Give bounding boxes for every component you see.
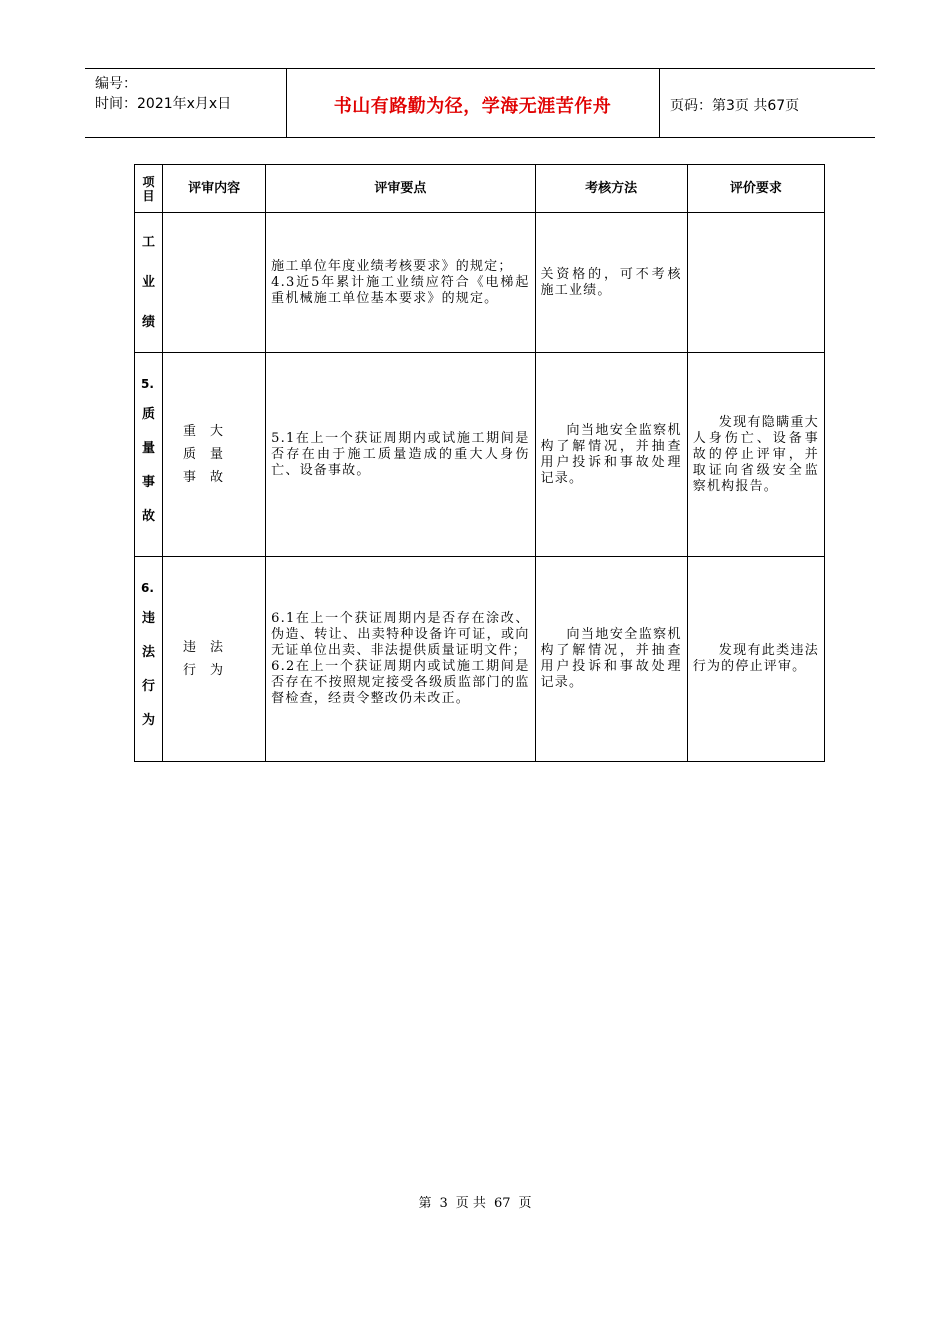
points-cell [266, 213, 535, 353]
table-row [135, 557, 825, 762]
content-line: 违法 [183, 640, 238, 655]
content-line: 质量 [183, 447, 238, 462]
project-number: 5. [141, 376, 154, 391]
table-row [135, 353, 825, 557]
document-time-label: 时间：2021年x月x日 [95, 96, 232, 112]
project-char: 业 [142, 274, 156, 290]
content-line: 行为 [183, 663, 238, 678]
table-row [135, 213, 825, 353]
content-cell [163, 353, 266, 557]
project-char: 法 [142, 645, 156, 660]
document-code-label: 编号： [95, 76, 137, 92]
project-char: 绩 [142, 314, 156, 330]
header-points: 评审要点 [266, 165, 535, 213]
points-cell-paragraph: 6.1在上一个获证周期内是否存在涂改、伪造、转让、出卖特种设备许可证，或向无证单位出卖、非法提供质量证明文件； [271, 611, 530, 658]
header-content: 评审内容 [163, 165, 266, 213]
header-motto-cell [286, 69, 660, 137]
project-char: 质 [142, 406, 156, 422]
header-page-cell [660, 69, 875, 137]
header-project [135, 165, 163, 213]
project-cell [135, 213, 163, 353]
method-cell: 关资格的，可不考核施工业绩。 [535, 213, 687, 353]
document-header [85, 68, 875, 138]
points-cell [266, 557, 535, 762]
content-cell [163, 557, 266, 762]
content-line: 事故 [183, 470, 238, 485]
method-cell: 向当地安全监察机构了解情况，并抽查用户投诉和事故处理记录。 [535, 557, 687, 762]
requirement-cell: 发现有此类违法行为的停止评审。 [687, 557, 824, 762]
project-char: 量 [142, 440, 156, 456]
footer-prefix: 第 [418, 1196, 432, 1211]
review-table [134, 164, 825, 762]
header-project-label: 项目 [142, 174, 155, 203]
project-cell [135, 353, 163, 557]
motto-text: 书山有路勤为径，学海无涯苦作舟 [333, 96, 612, 117]
content-cell [163, 213, 266, 353]
project-char: 工 [142, 234, 156, 250]
footer-page-number: 3 [439, 1196, 448, 1211]
footer-suffix: 页 [518, 1196, 532, 1211]
footer-total-pages: 67 [493, 1196, 511, 1211]
method-cell: 向当地安全监察机构了解情况，并抽查用户投诉和事故处理记录。 [535, 353, 687, 557]
requirement-cell [687, 213, 824, 353]
header-meta-cell [85, 69, 287, 137]
project-char: 行 [142, 679, 156, 694]
header-page-info: 页码：第3页 共67页 [670, 98, 800, 114]
points-cell-paragraph: 施工单位年度业绩考核要求》的规定； [271, 258, 513, 274]
project-number: 6. [141, 581, 154, 595]
project-char: 事 [142, 474, 156, 490]
footer-mid: 页 共 [455, 1196, 486, 1211]
header-requirement: 评价要求 [687, 165, 824, 213]
page-footer [0, 1192, 950, 1211]
points-cell: 5.1在上一个获证周期内或试施工期间是否存在由于施工质量造成的重大人身伤亡、设备事故。 [266, 353, 535, 557]
header-method: 考核方法 [535, 165, 687, 213]
project-cell [135, 557, 163, 762]
project-char: 故 [142, 508, 156, 524]
project-char: 为 [142, 713, 156, 728]
table-header-row [135, 165, 825, 213]
points-cell-paragraph: 4.3近5年累计施工业绩应符合《电梯起重机械施工单位基本要求》的规定。 [271, 274, 530, 306]
requirement-cell: 发现有隐瞒重大人身伤亡、设备事故的停止评审，并取证向省级安全监察机构报告。 [687, 353, 824, 557]
points-cell-paragraph: 6.2在上一个获证周期内或试施工期间是否存在不按照规定接受各级质监部门的监督检查，经责令整改仍未改正。 [271, 659, 530, 706]
content-line: 重大 [183, 424, 238, 439]
project-char: 违 [142, 611, 156, 626]
